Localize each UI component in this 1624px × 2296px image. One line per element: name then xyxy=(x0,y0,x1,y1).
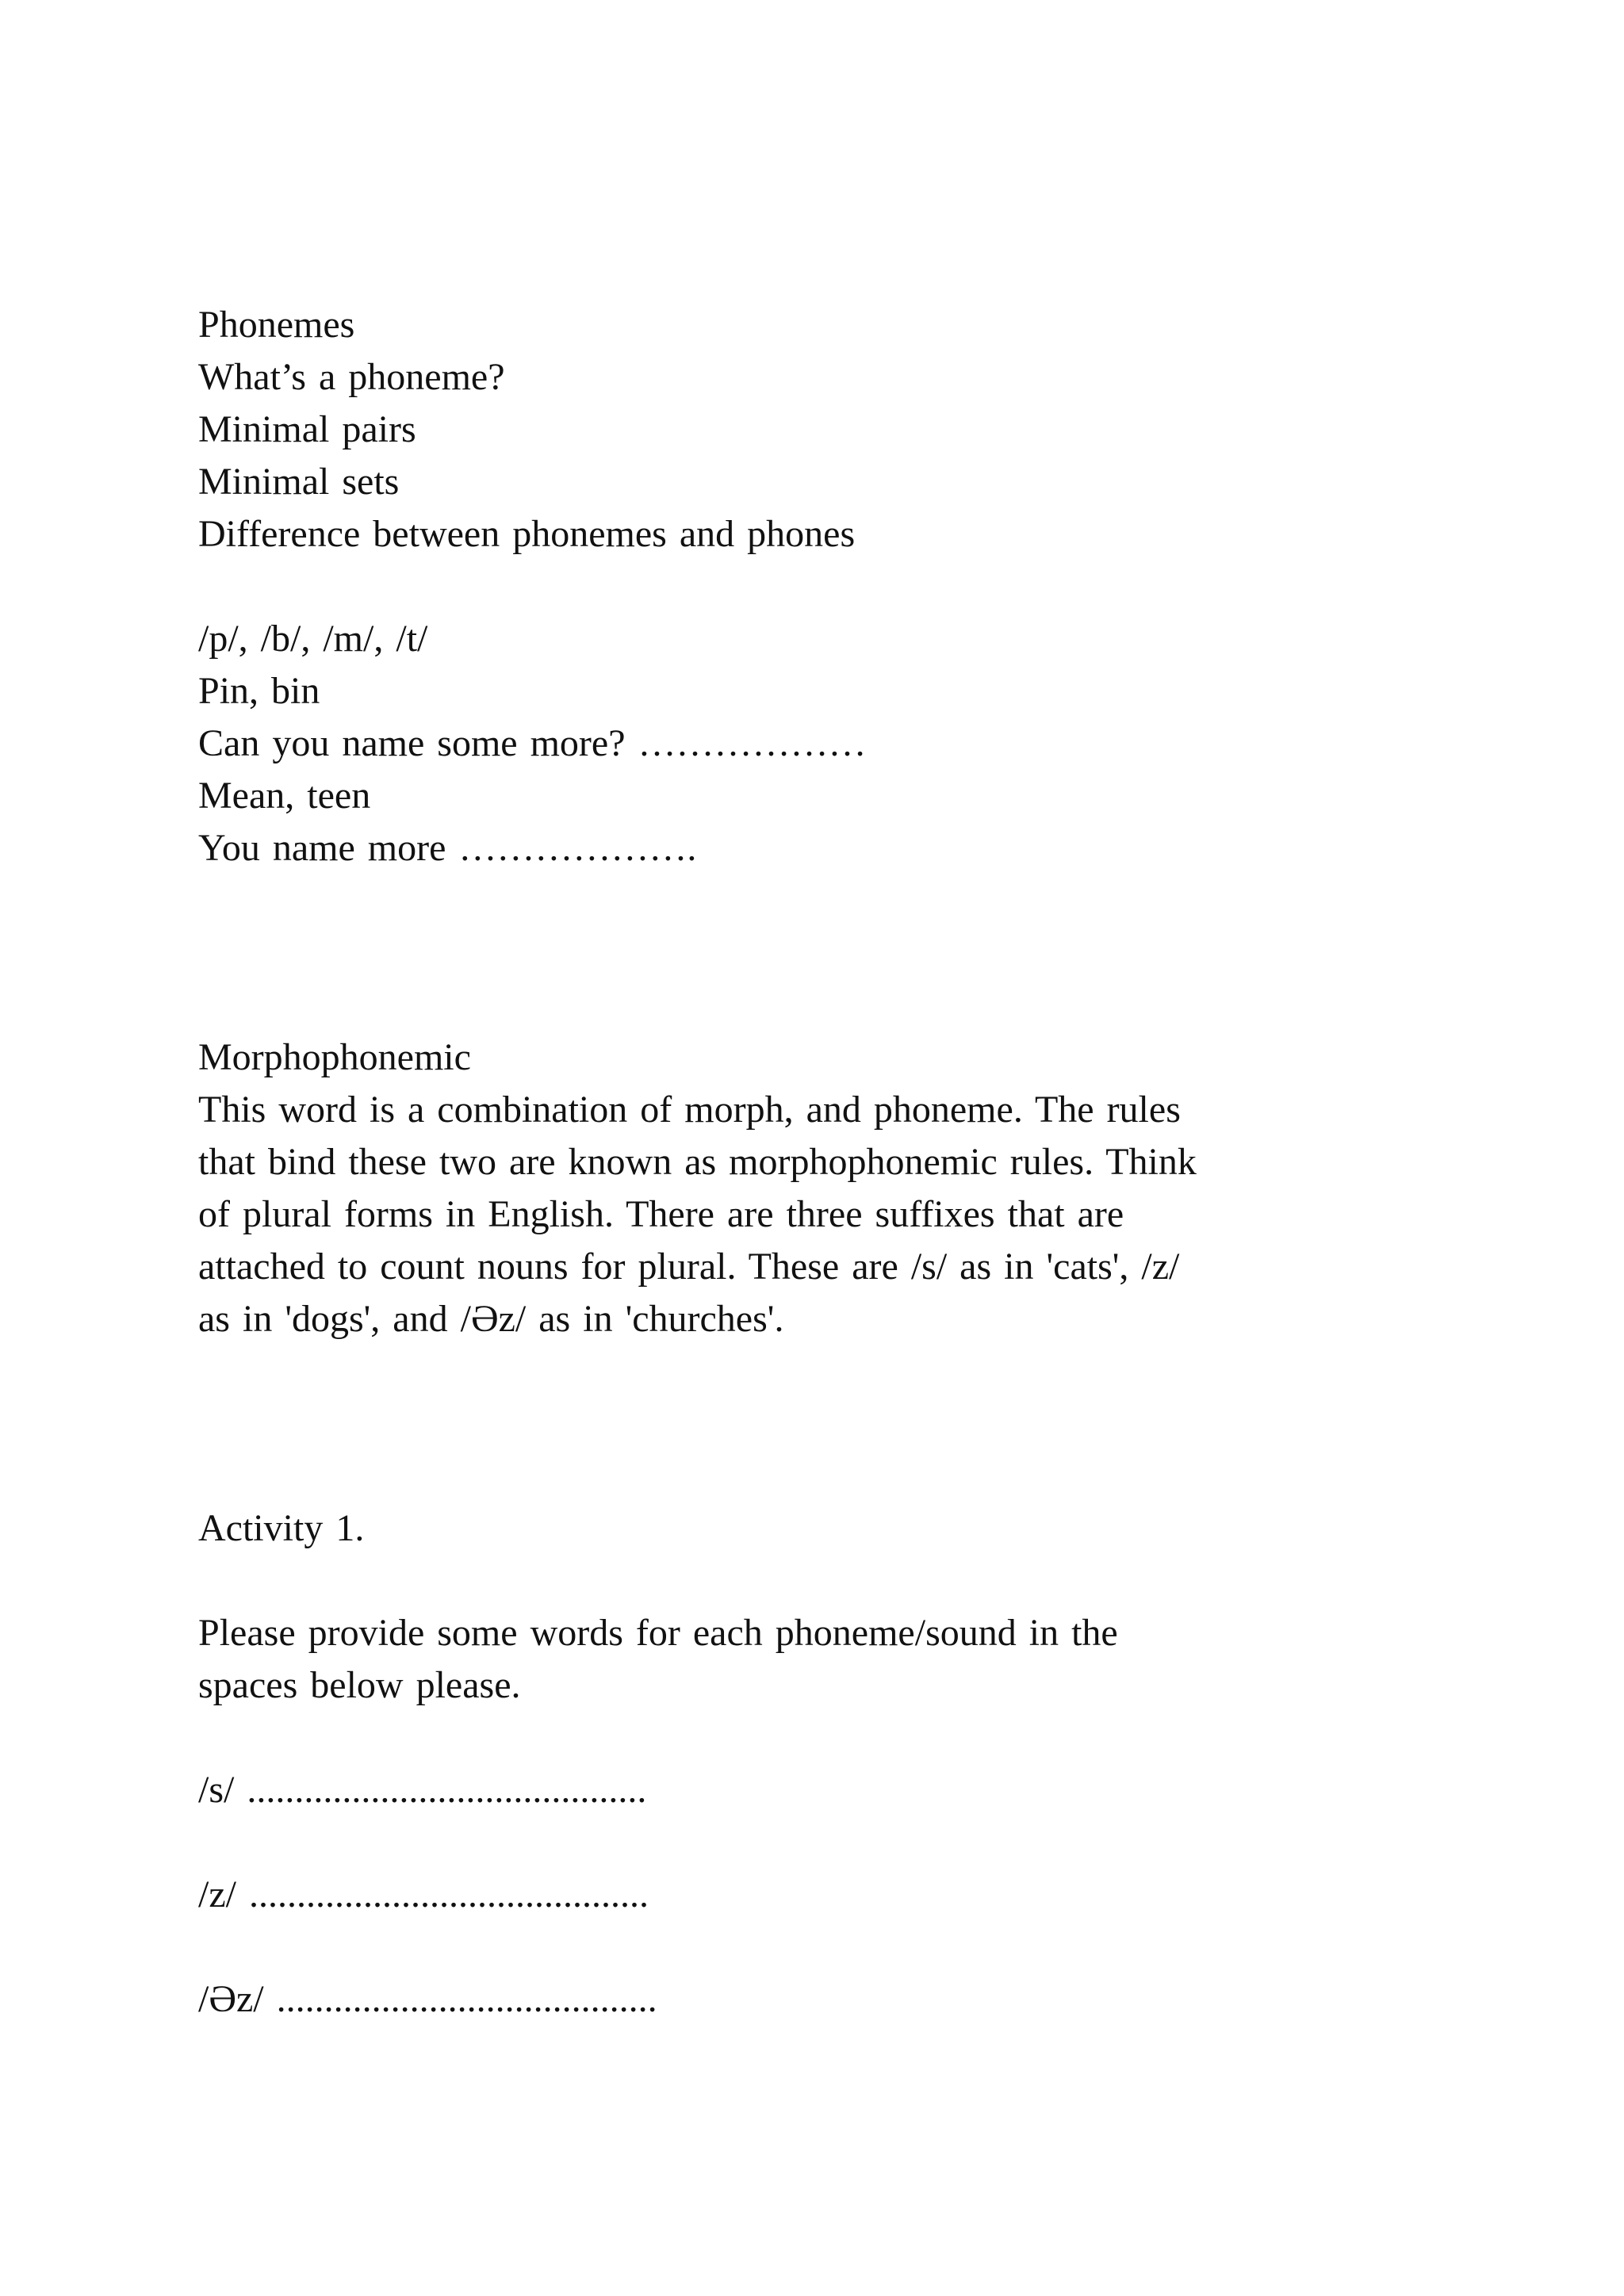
topic-item: Minimal sets xyxy=(198,461,400,503)
spacer xyxy=(198,1816,1499,1869)
paragraph-line: that bind these two are known as morphophonemic rules. Think xyxy=(198,1141,1197,1183)
spacer xyxy=(198,561,1499,613)
topic-item: What’s a phoneme? xyxy=(198,356,505,398)
spacer xyxy=(198,1921,1499,1973)
spacer xyxy=(198,874,1499,1031)
document-body xyxy=(198,299,1499,2026)
paragraph-line: as in 'dogs', and /Əz/ as in 'churches'. xyxy=(198,1298,784,1340)
section-heading-morphophonemic: Morphophonemic xyxy=(198,1036,471,1078)
section-heading-phonemes: Phonemes xyxy=(198,304,355,346)
paragraph-line: of plural forms in English. There are three suffixes that are xyxy=(198,1193,1124,1235)
spacer xyxy=(198,1712,1499,1764)
paragraph-line: attached to count nouns for plural. These are /s/ as in 'cats', /z/ xyxy=(198,1246,1180,1288)
instruction-line: Please provide some words for each phoneme/sound in the xyxy=(198,1612,1118,1654)
example-line: Mean, teen xyxy=(198,775,371,817)
spacer xyxy=(198,1555,1499,1607)
paragraph-line: This word is a combination of morph, and phoneme. The rules xyxy=(198,1089,1181,1131)
example-line: Can you name some more? ……………… xyxy=(198,722,867,764)
blank-line-schwa-z: /Əz/ ........................................ xyxy=(198,1978,657,2020)
topic-item: Minimal pairs xyxy=(198,408,416,450)
topic-item: Difference between phonemes and phones xyxy=(198,513,856,555)
blank-line-z: /z/ .......................................... xyxy=(198,1873,649,1915)
blank-line-s: /s/ .......................................... xyxy=(198,1769,647,1811)
activity-heading: Activity 1. xyxy=(198,1507,365,1549)
spacer xyxy=(198,1345,1499,1502)
example-line: /p/, /b/, /m/, /t/ xyxy=(198,618,428,660)
example-line: Pin, bin xyxy=(198,670,320,712)
instruction-line: spaces below please. xyxy=(198,1664,521,1706)
example-line: You name more ………………. xyxy=(198,827,697,869)
